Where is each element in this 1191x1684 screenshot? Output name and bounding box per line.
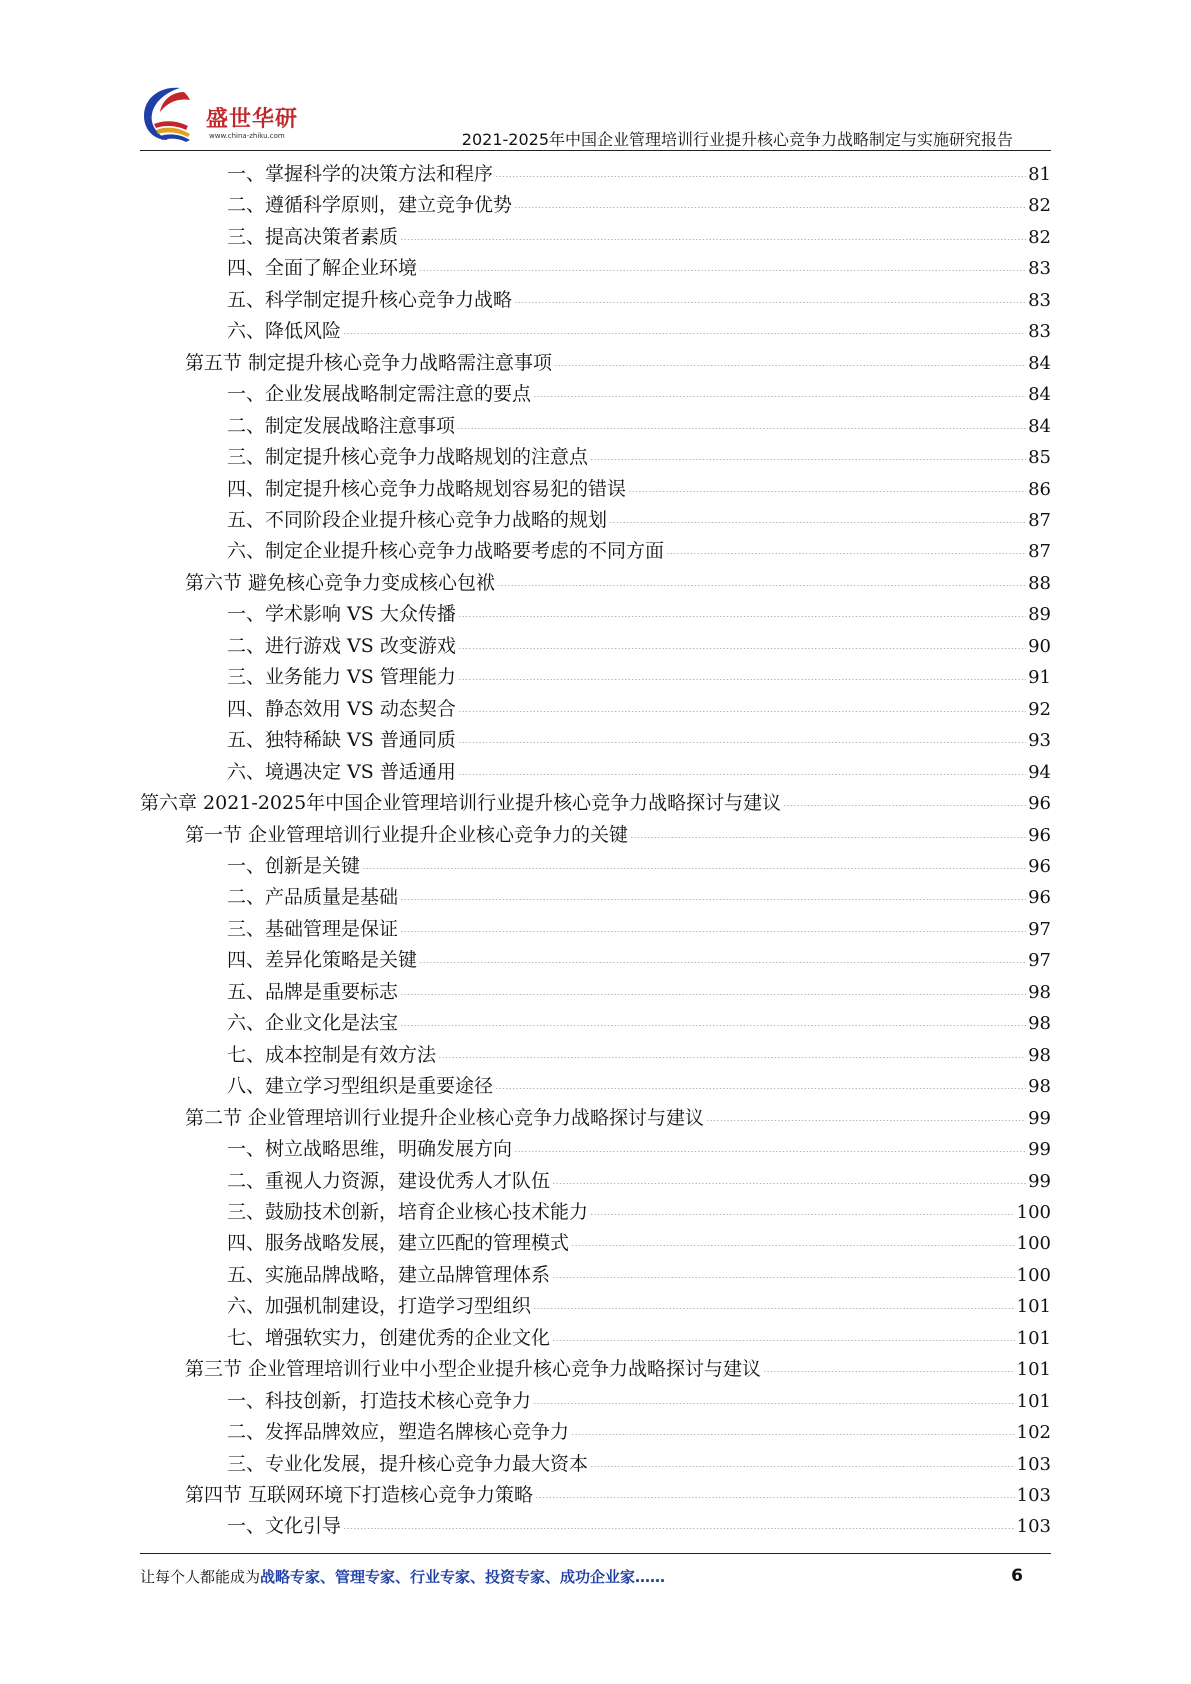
toc-entry-page: 84 bbox=[1028, 352, 1051, 374]
page-number: 6 bbox=[1011, 1566, 1023, 1586]
toc-entry-page: 97 bbox=[1028, 918, 1051, 940]
toc-dot-leader bbox=[514, 302, 1026, 303]
toc-entry-title: 六、降低风险 bbox=[227, 320, 342, 343]
toc-entry-page: 100 bbox=[1016, 1264, 1051, 1286]
toc-dot-leader bbox=[495, 176, 1026, 177]
toc-entry-page: 83 bbox=[1028, 289, 1051, 311]
toc-entry-title: 第六章 2021-2025年中国企业管理培训行业提升核心竞争力战略探讨与建议 bbox=[140, 792, 782, 815]
toc-entry-title: 二、遵循科学原则，建立竞争优势 bbox=[227, 194, 513, 217]
toc-entry-page: 90 bbox=[1028, 635, 1051, 657]
toc-entry-page: 98 bbox=[1028, 981, 1051, 1003]
toc-entry[interactable] bbox=[140, 725, 1051, 756]
logo-url: www.china-zhiku.com bbox=[209, 132, 285, 140]
toc-entry-page: 91 bbox=[1028, 667, 1051, 689]
toc-dot-leader bbox=[535, 1497, 1015, 1498]
toc-entry-page: 101 bbox=[1016, 1296, 1051, 1318]
toc-entry[interactable] bbox=[140, 757, 1051, 788]
toc-entry-title: 二、制定发展战略注意事项 bbox=[227, 414, 456, 437]
toc-entry[interactable] bbox=[140, 945, 1051, 976]
toc-dot-leader bbox=[362, 868, 1026, 869]
toc-entry[interactable] bbox=[140, 348, 1051, 379]
toc-entry-title: 六、境遇决定 VS 普适通用 bbox=[227, 760, 456, 783]
toc-dot-leader bbox=[458, 774, 1026, 775]
toc-entry-title: 七、增强软实力，创建优秀的企业文化 bbox=[227, 1326, 551, 1349]
toc-entry-title: 第二节 企业管理培训行业提升企业核心竞争力战略探讨与建议 bbox=[185, 1106, 705, 1129]
toc-entry-page: 99 bbox=[1028, 1107, 1051, 1129]
toc-entry-page: 84 bbox=[1028, 384, 1051, 406]
toc-dot-leader bbox=[609, 522, 1026, 523]
toc-entry[interactable] bbox=[140, 820, 1051, 851]
toc-entry-title: 二、进行游戏 VS 改变游戏 bbox=[227, 634, 456, 657]
toc-dot-leader bbox=[400, 1025, 1026, 1026]
toc-dot-leader bbox=[458, 648, 1026, 649]
toc-entry-page: 85 bbox=[1028, 447, 1051, 469]
toc-dot-leader bbox=[630, 837, 1026, 838]
header-divider bbox=[140, 150, 1051, 151]
toc-entry[interactable] bbox=[140, 285, 1051, 316]
toc-dot-leader bbox=[458, 742, 1026, 743]
toc-entry[interactable] bbox=[140, 1480, 1051, 1511]
toc-entry-title: 四、静态效用 VS 动态契合 bbox=[227, 697, 456, 720]
toc-dot-leader bbox=[514, 1151, 1026, 1152]
toc-entry[interactable] bbox=[140, 474, 1051, 505]
toc-entry-title: 四、差异化策略是关键 bbox=[227, 949, 418, 972]
toc-entry-title: 三、制定提升核心竞争力战略规划的注意点 bbox=[227, 446, 589, 469]
toc-entry-page: 88 bbox=[1028, 572, 1051, 594]
toc-entry-title: 七、成本控制是有效方法 bbox=[227, 1043, 437, 1066]
toc-entry-page: 103 bbox=[1016, 1453, 1051, 1475]
toc-entry-page: 100 bbox=[1016, 1233, 1051, 1255]
toc-dot-leader bbox=[533, 396, 1026, 397]
toc-dot-leader bbox=[628, 491, 1026, 492]
toc-dot-leader bbox=[400, 994, 1026, 995]
toc-entry-title: 一、企业发展战略制定需注意的要点 bbox=[227, 383, 532, 406]
footer-divider bbox=[140, 1553, 1051, 1554]
toc-entry-page: 83 bbox=[1028, 321, 1051, 343]
toc-entry-title: 一、树立战略思维，明确发展方向 bbox=[227, 1138, 513, 1161]
toc-dot-leader bbox=[590, 1214, 1015, 1215]
toc-entry-page: 103 bbox=[1016, 1485, 1051, 1507]
toc-entry-page: 93 bbox=[1028, 730, 1051, 752]
toc-entry-title: 二、产品质量是基础 bbox=[227, 886, 399, 909]
logo-name: 盛世华研 bbox=[206, 107, 299, 132]
toc-entry-page: 101 bbox=[1016, 1359, 1051, 1381]
toc-entry[interactable] bbox=[140, 1386, 1051, 1417]
toc-entry-page: 87 bbox=[1028, 509, 1051, 531]
toc-entry-title: 三、专业化发展，提升核心竞争力最大资本 bbox=[227, 1452, 589, 1475]
toc-entry[interactable] bbox=[140, 1260, 1051, 1291]
toc-entry[interactable] bbox=[140, 442, 1051, 473]
toc-entry-title: 三、基础管理是保证 bbox=[227, 917, 399, 940]
toc-entry[interactable] bbox=[140, 851, 1051, 882]
toc-entry-title: 五、不同阶段企业提升核心竞争力战略的规划 bbox=[227, 508, 608, 531]
toc-dot-leader bbox=[419, 270, 1026, 271]
toc-entry-page: 98 bbox=[1028, 1044, 1051, 1066]
toc-entry[interactable] bbox=[140, 694, 1051, 725]
toc-entry[interactable] bbox=[140, 1449, 1051, 1480]
toc-entry[interactable] bbox=[140, 159, 1051, 190]
toc-entry-title: 一、文化引导 bbox=[227, 1515, 342, 1538]
toc-entry-title: 二、发挥品牌效应，塑造名牌核心竞争力 bbox=[227, 1421, 570, 1444]
toc-dot-leader bbox=[495, 1088, 1026, 1089]
toc-entry[interactable] bbox=[140, 599, 1051, 630]
page-footer bbox=[140, 1566, 1051, 1596]
toc-entry[interactable] bbox=[140, 1354, 1051, 1385]
toc-entry-title: 三、鼓励技术创新，培育企业核心技术能力 bbox=[227, 1200, 589, 1223]
toc-entry[interactable] bbox=[140, 1103, 1051, 1134]
toc-entry[interactable] bbox=[140, 1008, 1051, 1039]
toc-entry-page: 96 bbox=[1028, 855, 1051, 877]
toc-entry[interactable] bbox=[140, 631, 1051, 662]
toc-dot-leader bbox=[554, 365, 1026, 366]
toc-dot-leader bbox=[552, 1340, 1015, 1341]
toc-entry[interactable] bbox=[140, 914, 1051, 945]
toc-entry[interactable] bbox=[140, 977, 1051, 1008]
toc-dot-leader bbox=[533, 1308, 1015, 1309]
toc-entry-page: 87 bbox=[1028, 541, 1051, 563]
toc-entry-page: 84 bbox=[1028, 415, 1051, 437]
toc-entry-title: 四、制定提升核心竞争力战略规划容易犯的错误 bbox=[227, 477, 627, 500]
toc-entry-page: 103 bbox=[1016, 1516, 1051, 1538]
toc-dot-leader bbox=[419, 962, 1026, 963]
toc-entry[interactable] bbox=[140, 379, 1051, 410]
table-of-contents bbox=[140, 159, 1051, 1543]
toc-dot-leader bbox=[400, 239, 1026, 240]
toc-entry-page: 98 bbox=[1028, 1013, 1051, 1035]
toc-entry[interactable] bbox=[140, 253, 1051, 284]
toc-entry[interactable] bbox=[140, 1197, 1051, 1228]
toc-dot-leader bbox=[400, 899, 1026, 900]
toc-entry[interactable] bbox=[140, 222, 1051, 253]
toc-entry-title: 五、实施品牌战略，建立品牌管理体系 bbox=[227, 1263, 551, 1286]
toc-entry-title: 五、科学制定提升核心竞争力战略 bbox=[227, 288, 513, 311]
toc-dot-leader bbox=[763, 1371, 1015, 1372]
toc-dot-leader bbox=[552, 1277, 1015, 1278]
toc-dot-leader bbox=[590, 1466, 1015, 1467]
toc-entry-title: 第三节 企业管理培训行业中小型企业提升核心竞争力战略探讨与建议 bbox=[185, 1358, 762, 1381]
toc-entry-page: 101 bbox=[1016, 1327, 1051, 1349]
toc-dot-leader bbox=[706, 1120, 1026, 1121]
toc-dot-leader bbox=[497, 585, 1026, 586]
toc-entry-page: 97 bbox=[1028, 950, 1051, 972]
toc-dot-leader bbox=[457, 428, 1026, 429]
toc-dot-leader bbox=[514, 207, 1026, 208]
toc-entry-page: 100 bbox=[1016, 1201, 1051, 1223]
toc-entry-page: 96 bbox=[1028, 793, 1051, 815]
toc-entry-page: 99 bbox=[1028, 1139, 1051, 1161]
toc-entry-title: 一、掌握科学的决策方法和程序 bbox=[227, 163, 494, 185]
toc-entry-title: 四、全面了解企业环境 bbox=[227, 257, 418, 280]
toc-entry-page: 81 bbox=[1028, 164, 1051, 185]
toc-entry[interactable] bbox=[140, 505, 1051, 536]
toc-entry[interactable] bbox=[140, 190, 1051, 221]
toc-dot-leader bbox=[783, 805, 1026, 806]
toc-entry-title: 第四节 互联网环境下打造核心竞争力策略 bbox=[185, 1484, 534, 1507]
toc-entry-title: 六、企业文化是法宝 bbox=[227, 1012, 399, 1035]
toc-dot-leader bbox=[533, 1403, 1015, 1404]
toc-entry-title: 第六节 避免核心竞争力变成核心包袱 bbox=[185, 571, 496, 594]
page-header bbox=[0, 0, 1191, 150]
toc-entry[interactable] bbox=[140, 411, 1051, 442]
toc-entry-title: 第一节 企业管理培训行业提升企业核心竞争力的关键 bbox=[185, 823, 629, 846]
toc-entry-title: 三、提高决策者素质 bbox=[227, 225, 399, 248]
toc-entry-title: 一、创新是关键 bbox=[227, 854, 361, 877]
toc-entry-title: 六、制定企业提升核心竞争力战略要考虑的不同方面 bbox=[227, 540, 665, 563]
toc-entry-title: 二、重视人力资源，建设优秀人才队伍 bbox=[227, 1169, 551, 1192]
toc-entry-page: 83 bbox=[1028, 258, 1051, 280]
report-title: 2021-2025年中国企业管理培训行业提升核心竞争力战略制定与实施研究报告 bbox=[461, 130, 1013, 149]
toc-dot-leader bbox=[571, 1434, 1015, 1435]
toc-entry[interactable] bbox=[140, 662, 1051, 693]
toc-entry[interactable] bbox=[140, 1323, 1051, 1354]
toc-entry[interactable] bbox=[140, 568, 1051, 599]
toc-dot-leader bbox=[666, 553, 1026, 554]
toc-entry-page: 96 bbox=[1028, 887, 1051, 909]
toc-entry-page: 98 bbox=[1028, 1076, 1051, 1098]
toc-entry[interactable] bbox=[140, 1134, 1051, 1165]
toc-entry-page: 92 bbox=[1028, 698, 1051, 720]
toc-entry-page: 82 bbox=[1028, 195, 1051, 217]
toc-entry-page: 101 bbox=[1016, 1390, 1051, 1412]
toc-entry-title: 一、学术影响 VS 大众传播 bbox=[227, 603, 456, 626]
toc-entry[interactable] bbox=[140, 536, 1051, 567]
toc-dot-leader bbox=[343, 1528, 1015, 1529]
toc-entry-title: 一、科技创新，打造技术核心竞争力 bbox=[227, 1389, 532, 1412]
toc-entry-page: 99 bbox=[1028, 1170, 1051, 1192]
toc-dot-leader bbox=[343, 333, 1026, 334]
toc-entry[interactable] bbox=[140, 1166, 1051, 1197]
toc-entry-title: 三、业务能力 VS 管理能力 bbox=[227, 666, 456, 689]
toc-entry[interactable] bbox=[140, 1511, 1051, 1542]
toc-entry[interactable] bbox=[140, 1040, 1051, 1071]
toc-entry[interactable] bbox=[140, 882, 1051, 913]
toc-entry-page: 82 bbox=[1028, 226, 1051, 248]
toc-entry[interactable] bbox=[140, 1228, 1051, 1259]
toc-entry-title: 第五节 制定提升核心竞争力战略需注意事项 bbox=[185, 351, 553, 374]
toc-dot-leader bbox=[552, 1183, 1026, 1184]
footer-slogan-highlight: 战略专家、管理专家、行业专家、投资专家、成功企业家…… bbox=[260, 1568, 666, 1586]
toc-entry[interactable] bbox=[140, 1417, 1051, 1448]
toc-dot-leader bbox=[400, 931, 1026, 932]
company-logo bbox=[140, 84, 330, 150]
toc-entry[interactable] bbox=[140, 316, 1051, 347]
toc-entry-title: 八、建立学习型组织是重要途径 bbox=[227, 1075, 494, 1098]
toc-dot-leader bbox=[458, 679, 1026, 680]
toc-entry-page: 94 bbox=[1028, 761, 1051, 783]
toc-dot-leader bbox=[571, 1245, 1015, 1246]
toc-dot-leader bbox=[438, 1057, 1026, 1058]
toc-dot-leader bbox=[458, 711, 1026, 712]
toc-entry-page: 102 bbox=[1016, 1422, 1051, 1444]
logo-swoosh-icon bbox=[140, 84, 206, 144]
toc-entry-page: 96 bbox=[1028, 824, 1051, 846]
toc-dot-leader bbox=[590, 459, 1026, 460]
footer-slogan-lead: 让每个人都能成为 bbox=[140, 1568, 261, 1586]
toc-entry-title: 五、品牌是重要标志 bbox=[227, 980, 399, 1003]
toc-entry-page: 89 bbox=[1028, 604, 1051, 626]
toc-entry-page: 86 bbox=[1028, 478, 1051, 500]
toc-entry[interactable] bbox=[140, 1291, 1051, 1322]
toc-entry-title: 五、独特稀缺 VS 普通同质 bbox=[227, 729, 456, 752]
toc-entry-title: 四、服务战略发展，建立匹配的管理模式 bbox=[227, 1232, 570, 1255]
toc-entry[interactable] bbox=[140, 1071, 1051, 1102]
toc-dot-leader bbox=[458, 616, 1026, 617]
toc-entry[interactable] bbox=[140, 788, 1051, 819]
toc-entry-title: 六、加强机制建设，打造学习型组织 bbox=[227, 1295, 532, 1318]
